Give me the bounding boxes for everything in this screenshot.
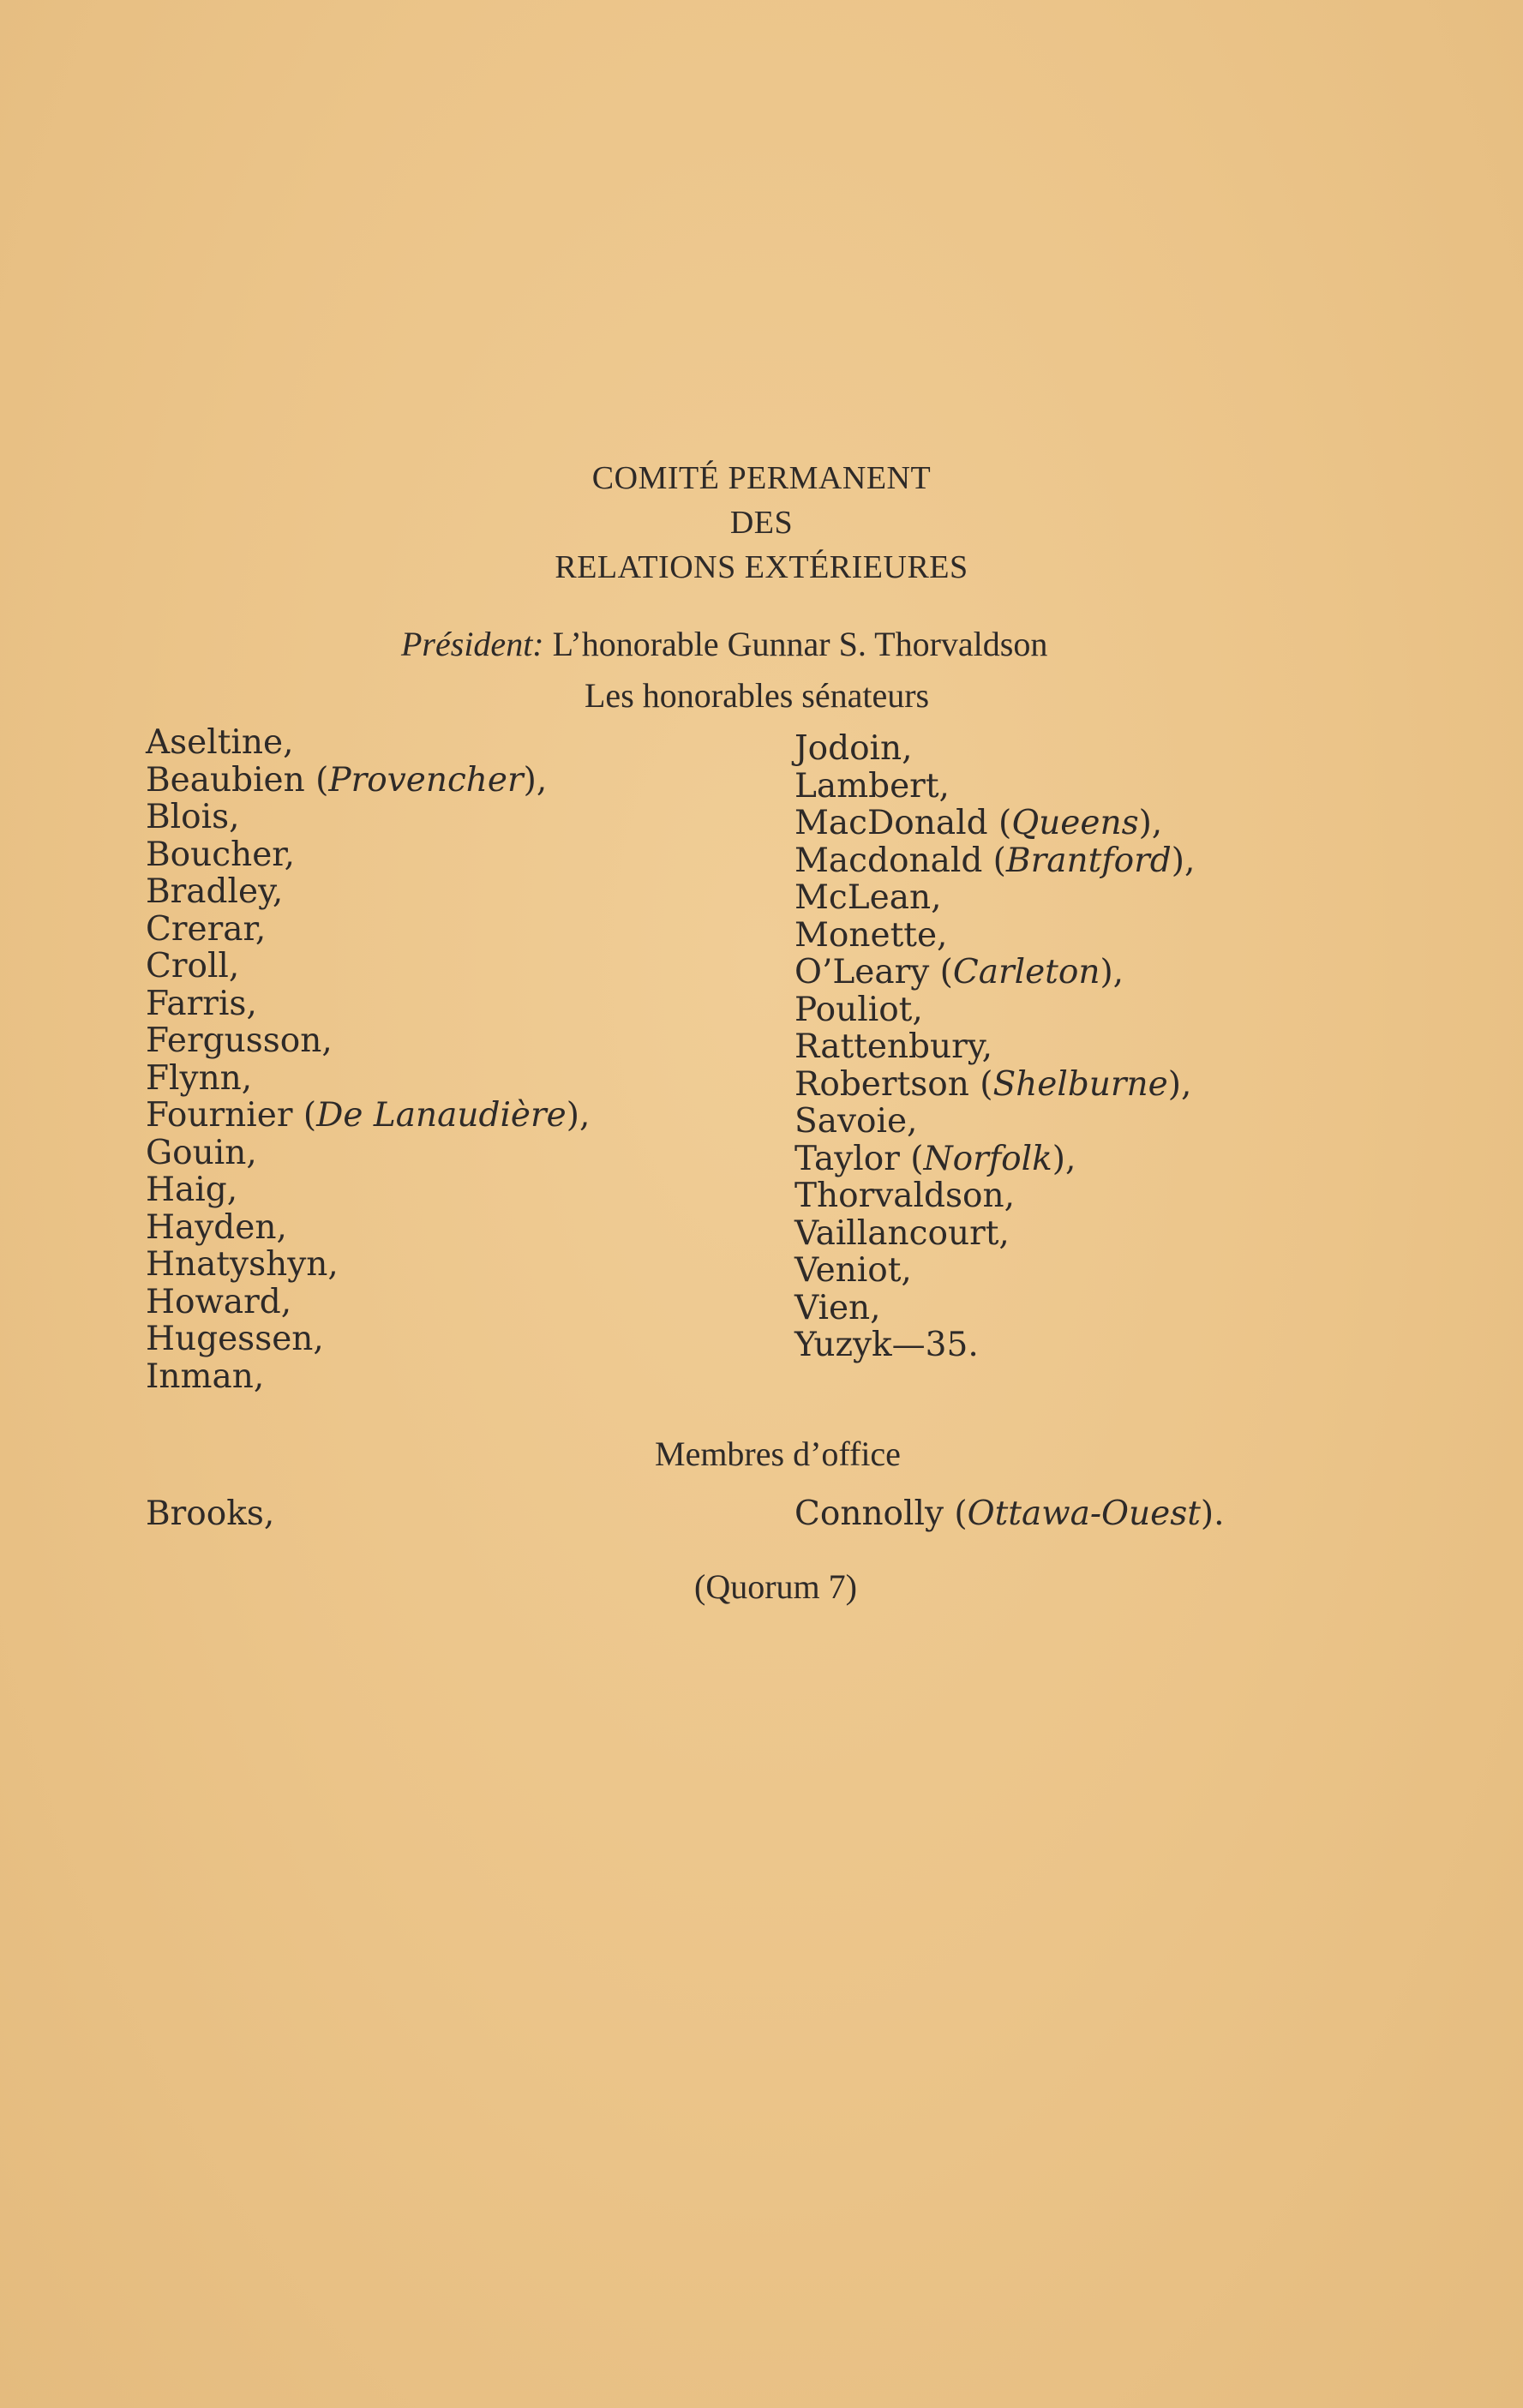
member-name: Croll, [146,947,240,985]
member-entry [794,805,1195,842]
member-entry [146,911,590,949]
member-name: MacDonald ( [794,804,1012,842]
member-riding: Provencher [328,760,524,800]
member-entry [146,1209,590,1247]
member-suffix: ), [1171,841,1196,880]
member-entry [146,762,590,800]
member-entry [794,1141,1195,1178]
member-entry [146,873,590,911]
member-suffix: ), [1167,1064,1192,1104]
ex-officio-member-left [146,1495,274,1532]
member-entry [794,1215,1195,1253]
president-label: Président: [401,625,544,663]
member-name: Bradley, [146,872,284,911]
member-name: Boucher, [146,835,296,874]
member-entry [146,1284,590,1321]
member-name: Farris, [146,984,257,1023]
member-entry [794,1103,1195,1141]
member-entry [146,799,590,836]
member-entry [146,724,590,762]
member-suffix: ), [523,760,548,800]
member-name: Gouin, [146,1133,257,1172]
member-entry [794,1327,1195,1364]
member-entry [146,836,590,874]
member-name: Beaubien ( [146,760,329,800]
member-entry [146,985,590,1023]
member-entry [794,842,1195,880]
member-riding: Norfolk [923,1139,1052,1178]
member-entry [794,917,1195,955]
committee-title-line-3: RELATIONS EXTÉRIEURES [555,549,968,585]
member-name: Yuzyk—35. [794,1326,979,1364]
committee-title-line-2: DES [729,505,794,541]
member-list-right [794,730,1195,1364]
member-entry [794,768,1195,806]
committee-title-line-1: COMITÉ PERMANENT [591,460,932,496]
member-name: Thorvaldson, [794,1177,1015,1215]
member-name: Veniot, [794,1251,912,1290]
member-suffix: ), [1100,953,1124,991]
member-name: Lambert, [794,766,950,806]
senators-heading: Les honorables sénateurs [585,676,930,715]
member-entry [794,730,1195,768]
member-name: Jodoin, [794,729,913,768]
quorum-note: (Quorum 7) [694,1567,857,1606]
member-riding: Ottawa-Ouest [967,1495,1201,1533]
member-name: McLean, [794,878,942,917]
member-name: Fournier ( [146,1096,317,1135]
member-entry [146,1321,590,1358]
member-entry [794,1290,1195,1327]
member-name: Flynn, [146,1058,253,1098]
member-entry [146,1246,590,1284]
member-name: Robertson ( [794,1064,993,1104]
member-entry [146,948,590,985]
member-name: Crerar, [146,909,267,949]
member-name: Haig, [146,1171,238,1209]
member-name: O’Leary ( [794,953,953,991]
member-entry [146,1022,590,1060]
member-name: Hayden, [146,1207,287,1247]
member-riding: Brantford [1005,841,1172,880]
member-name: Aseltine, [146,723,294,762]
member-name: Taylor ( [794,1139,924,1178]
member-suffix: ). [1200,1495,1225,1533]
member-riding: De Lanaudière [316,1096,567,1135]
member-name: Connolly ( [794,1495,968,1533]
member-name: Savoie, [794,1102,918,1141]
member-name: Hnatyshyn, [146,1245,339,1284]
member-riding: Queens [1011,804,1139,842]
member-riding: Carleton [952,953,1100,991]
member-entry [794,991,1195,1029]
ex-officio-member-right [794,1495,1225,1532]
member-entry [794,954,1195,991]
member-name: Monette, [794,915,948,955]
member-entry [146,1171,590,1209]
member-name: Vien, [794,1288,881,1327]
member-name: Vaillancourt, [794,1213,1010,1253]
member-entry [146,1135,590,1172]
member-name: Blois, [146,798,240,836]
member-name: Inman, [146,1357,265,1396]
member-name: Fergusson, [146,1021,333,1060]
ex-officio-heading: Membres d’office [655,1435,901,1473]
member-entry [794,1177,1195,1215]
member-name: Macdonald ( [794,841,1006,880]
member-name: Howard, [146,1282,292,1321]
member-name: Pouliot, [794,990,923,1029]
member-entry [146,1060,590,1098]
member-suffix: ), [1052,1139,1076,1178]
member-entry [794,1066,1195,1104]
member-entry [794,1252,1195,1290]
member-entry [146,1097,590,1135]
member-riding: Shelburne [992,1064,1168,1104]
member-entry [794,1028,1195,1066]
member-name: Hugessen, [146,1320,324,1358]
member-entry [146,1358,590,1396]
member-suffix: ), [1138,804,1163,842]
president-name: L’honorable Gunnar S. Thorvaldson [552,625,1048,663]
member-name: Rattenbury, [794,1027,993,1066]
member-name: Brooks, [146,1495,275,1533]
member-entry [794,879,1195,917]
member-suffix: ), [566,1096,591,1135]
member-list-left [146,724,590,1395]
president-line [401,626,1047,662]
